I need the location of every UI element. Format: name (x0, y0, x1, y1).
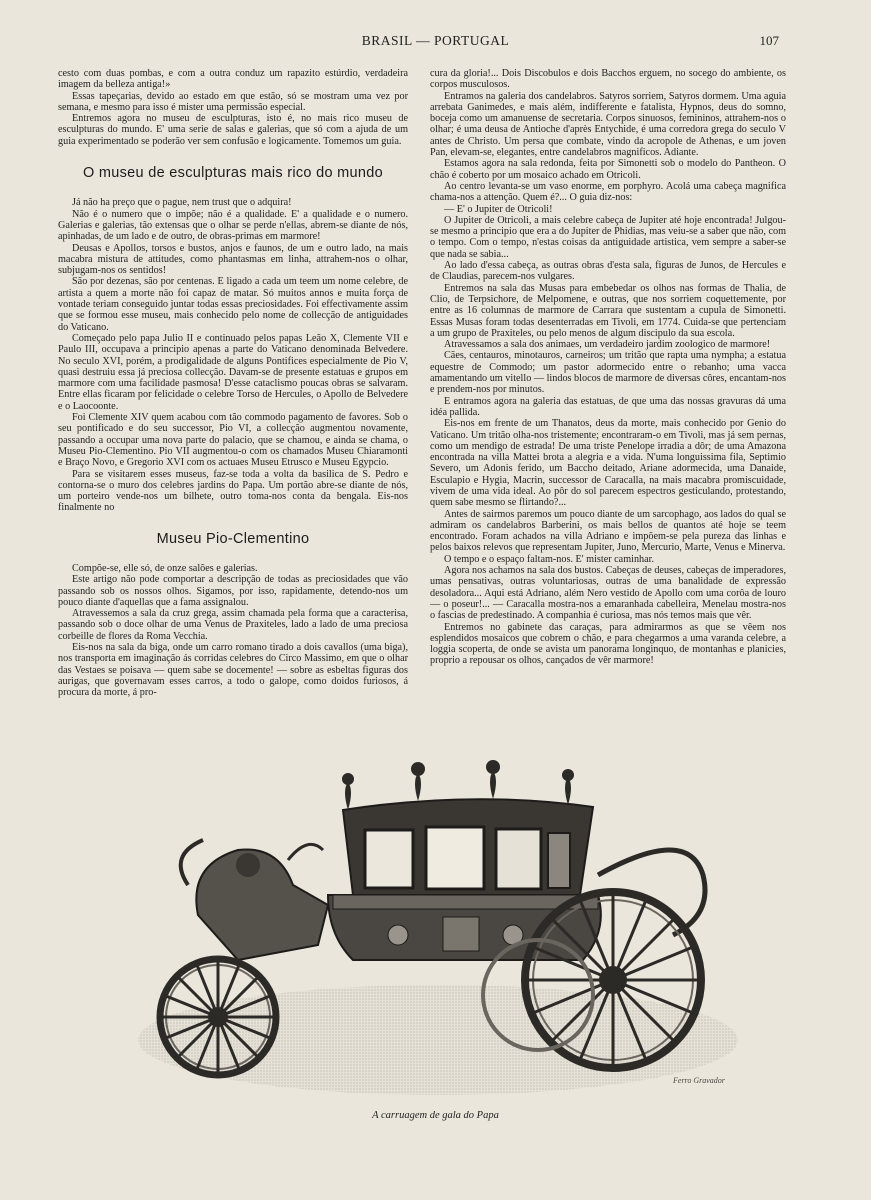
right-column (430, 68, 786, 667)
paragraph: Entramos na galeria dos candelabros. Satyros sorriem, Satyros dormem. Uma aguia arrebata Ganimedes, e mais além, indifferente e fatalista, Hypnos, deus do somno, boceja como um amanuense de secretaria. Corpos sinuosos, femininos, attrahem-nos o olhar; é uma deusa de Antioche d'après Entychide, é uma corredora grega do seculo V antes de Christo. Um persa que combate, vindo da acropole de Athenas, e um joven Pan, elevam-se, elegantes, entre candelabros magnificos. Adiante. (430, 90, 786, 159)
paragraph: São por dezenas, são por centenas. E ligado a cada um teem um nome celebre, de artista a quem a morte não foi capaz de matar. Só muitos annos e muita força de vontade teriam conseguido juntar todas essas preciosidades. Foi effectivamente assim que se formou esse museu, mais conhecido pelo nome de collecção de antiguidades do Vaticano. (58, 276, 408, 333)
paragraph: Começado pelo papa Julio II e continuado pelos papas Leão X, Clemente VII e Paulo III, occupava a principio apenas a parte do Vaticano denominada Belvedere. No seculo XVI, porém, a prodigalidade de alguns Pontifices especialmente de Pio V, quasi destruiu essa já preciosa collecção. Davam-se de presente estatuas e grupos em marmore com uma facilidade pasmosa! D'esse cataclismo poucas obras se salvaram. Entre ellas ficaram por felicidade o celebre Torso de Hercules, o Apollo de Belvedere e o Laocoonte. (58, 332, 408, 412)
paragraph: Compõe-se, elle só, de onze salões e galerias. (72, 562, 258, 574)
paragraph: O Jupiter de Otricoli, a mais celebre cabeça de Jupiter até hoje encontrada! Julgou-se mesmo a principio que era a do Jupiter de Phidias, mas veiu-se a saber que não, com o tempo. Com o tempo, n'estas coisas da antiguidade artistica, vem sempre a saber-se que nada se sabia... (430, 214, 786, 260)
paragraph: O tempo e o espaço faltam-nos. E' mister caminhar. (444, 553, 655, 565)
paragraph: Entremos no gabinete das caraças, para admirarmos as que se vêem nos esplendidos mosaicos que cobrem o chão, e para chegarmos a uma varanda celebre, a loggia scoperta, de onde se avista um panorama longinquo, de montanhas e planicies, proprio a repousar os olhos, cançados de vêr marmore! (430, 621, 786, 667)
paragraph: cura da gloria!... Dois Discobulos e dois Bacchos erguem, no socego do ambiente, os corpos musculosos. (430, 68, 786, 91)
paragraph: — E' o Jupiter de Otricoli! (444, 203, 553, 215)
paragraph: Eis-nos em frente de um Thanatos, deus da morte, mais conhecido por Genio do Vaticano. Um tritão olha-nos tristemente; encontraram-o em Tivoli, mas já sem pernas, como um mendigo de estrada! De uma triste Penelope irradia a dôr; de uma Amazona encontrada na villa Mattei brota a alegria e a vida. N'uma longuissima fila, Septimio Severo, um Adonis ferido, um Baccho deitado, Ariane adormecida, uma Danaide, Esculapio e Hygia, Macrin, successor de Caracalla, na mais macabra promiscuidade, vivem de uma vida ideal. Ao pôr do sol parecem espectros gesticulando, protestando, quem sabe mesmo se flirtando?... (430, 418, 786, 509)
carriage-engraving (128, 755, 738, 1100)
running-title: BRASIL — PORTUGAL (361, 33, 510, 48)
page-header (0, 33, 871, 51)
section-heading: O museu de esculpturas mais rico do mundo (82, 165, 384, 182)
paragraph: Deusas e Apollos, torsos e bustos, anjos e faunos, de um e outro lado, na mais macabra mistura de attitudes, como phantasmas em linha, attrahem-nos o olhar, subjugam-nos os sentidos! (58, 242, 408, 277)
front-seat-ornament (196, 844, 328, 960)
engraver-signature: Ferro Gravador (673, 1076, 725, 1085)
page-number: 107 (759, 33, 779, 48)
paragraph: Estamos agora na sala redonda, feita por Simonetti sob o modelo do Pantheon. O chão é coberto por um mosaico achado em Otricoli. (430, 158, 786, 181)
paragraph: Cães, centauros, minotauros, carneiros; um tritão que rapta uma nympha; a estatua equestre de Commodo; um pastor adormecido entre o rebanho; uma vacca amamentando um vitello — lindos blocos de marmore de diversas côres, encantam-nos e prendem-nos por minutos. (430, 350, 786, 396)
paragraph: Entremos na sala das Musas para embebedar os olhos nas formas de Thalia, de Clio, de Terpsichore, de Melpomene, e outras, que nos sorriem coquettemente, por entre as 16 columnas de marmore de Carrara que sustentam a cupula de Simonetti. Essas Musas foram todas desenterradas em Tivoli, em 1774. Cuida-se que pertenciam a um grupo de Praxiteles, ou pelo menos de algum discipulo da sua escola. (430, 282, 786, 339)
paragraph: Essas tapeçarias, devido ao estado em que estão, só se mostram uma vez por semana, e mesmo para isso é mister uma permissão especial. (58, 90, 408, 113)
rear-wheel (525, 892, 701, 1068)
paragraph: Para se visitarem esses museus, faz-se toda a volta da basilica de S. Pedro e contorna-se o muro dos celebres jardins do Papa. Um portão abre-se diante de nós, um porteiro vende-nos um bilhete, outro toma-nos conta da bengala. Eis-nos finalmente no (58, 468, 408, 514)
front-wheel (160, 959, 276, 1075)
paragraph: Antes de sairmos paremos um pouco diante de um sarcophago, aos lados do qual se admiram os candelabros Barberini, os mais bellos de quantos até hoje se teem encontrado. Foram achados na villa Adriano e impõem-se pela pureza das linhas e pelos baixos relevos que representam Jupiter, Juno, Mercurio, Marte, Venus e Minerva. (430, 508, 786, 554)
paragraph: Eis-nos na sala da biga, onde um carro romano tirado a dois cavallos (uma biga), nos transporta em imaginação ás corridas celebres do Circo Massimo, em que o olhar das Vestaes se poisava — quem sabe se docemente! — sobre as esbeltas figuras dos aurigas, que governavam esses carros, a todo o galope, como doidos furiosos, á procura da morte, á pro- (58, 642, 408, 699)
paragraph: Atravessemos a sala da cruz grega, assim chamada pela forma que a caracterisa, passando sob o doce olhar de uma Venus de Praxiteles, lado a lado de uma preciosa corbeille de flores da Roma Vecchia. (58, 608, 408, 642)
paragraph: Ao centro levanta-se um vaso enorme, em porphyro. Acolá uma cabeça magnifica chama-nos a attenção. Quem é?... O guia diz-nos: (430, 180, 786, 204)
paragraph: Agora nos achamos na sala dos bustos. Cabeças de deuses, cabeças de imperadores, umas pensativas, outras voluntariosas, outras de uma banalidade de expressão desoladora... Aqui está Adriano, além Nero vestido de Apollo com uma corôa de louro — o poseur!... — Caracalla mostra-nos a emaranhada cabelleira, Menelau mostra-nos o fascias de predestinado. A companhia é curiosa, mas nós temos mais que vêr. (430, 565, 786, 622)
paragraph: Este artigo não pode comportar a descripção de todas as preciosidades que vão passando sob os nossos olhos. Sigamos, por isso, rapidamente, detendo-nos um pouco diante d'aquellas que a fama assignalou. (58, 574, 408, 608)
left-column (58, 68, 408, 699)
carriage-illustration (128, 755, 738, 1100)
paragraph: Não é o numero que o impõe; não é a qualidade. E' a qualidade e o numero. Galerias e galerias, tão extensas que o olhar se perde n'ellas, abrem-se diante de nós, apinhadas, de um lado e de outro, de obras-primas em marmore! (58, 208, 408, 243)
paragraph: Já não ha preço que o pague, nem trust que o adquira! (72, 197, 292, 209)
carriage-body (328, 799, 601, 960)
figure-caption: A carruagem de gala do Papa (372, 1110, 499, 1121)
paragraph: Entremos agora no museu de esculpturas, isto é, no mais rico museu de esculpturas do mundo. E' uma serie de salas e galerias, que só com a ajuda de um guia experimentado se poderão ver sem confusão e logicamente. Tomemos um guia. (58, 113, 408, 147)
section-heading: Museu Pio-Clementino (156, 530, 310, 547)
paragraph: cesto com duas pombas, e com a outra conduz um rapazito estúrdio, verdadeira imagem da belleza antiga!» (58, 68, 408, 91)
paragraph: Foi Clemente XIV quem acabou com tão commodo pagamento de favores. Sob o seu pontificado e do seu successor, Pio VI, a collecção augmentou novamente, passando a occupar uma nova parte do palacio, que se chamou, e ainda se chama, o Museu Pio-Clementino. Pio VII augmentou-o com os chamados Museu Chiaramonti e Braço Novo, e Gregorio XVI com os actuaes Museu Etrusco e Museu Egypcio. (58, 412, 408, 469)
paragraph: Atravessamos a sala dos animaes, um verdadeiro jardim zoologico de marmore! (444, 339, 771, 351)
paragraph: E entramos agora na galeria das estatuas, de que uma das nossas gravuras dá uma idéa pallida. (430, 395, 786, 418)
paragraph: Ao lado d'essa cabeça, as outras obras d'esta sala, figuras de Junos, de Hercules e de Claudias, parecem-nos vulgares. (430, 260, 786, 283)
